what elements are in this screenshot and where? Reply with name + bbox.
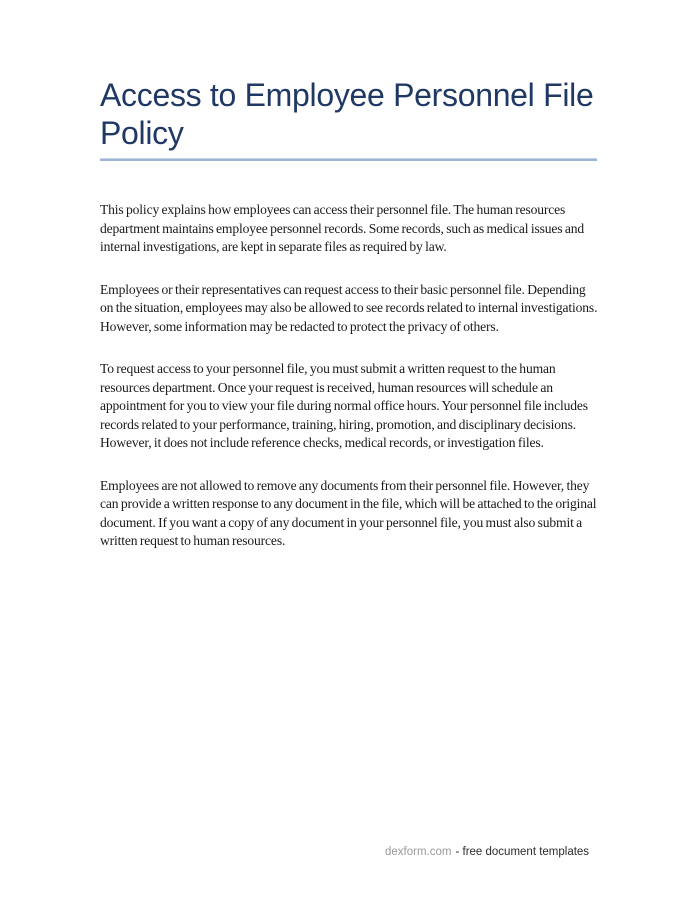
page-title: Access to Employee Personnel File Policy (100, 77, 594, 151)
footer-tagline: - free document templates (455, 846, 590, 858)
document-content (100, 0, 600, 551)
paragraph-request-access: Employees or their representatives can request access to their basic personnel file. Depending on the situation, employees may also be allowed to see records related to internal investigations. However, some information may be redacted to protect the privacy of others. (100, 281, 598, 334)
paragraph-document-removal: Employees are not allowed to remove any documents from their personnel file. However, they can provide a written response to any document in the file, which will be attached to the original document. If you want a copy of any document in your personnel file, you must also submit a written request to human resources. (100, 477, 597, 548)
title-rule (100, 158, 597, 161)
page-footer (385, 845, 589, 859)
paragraph-request-procedure: To request access to your personnel file, you must submit a written request to the human resources department. Once your request is received, human resources will schedule an appointment for you to view your file during normal office hours. Your personnel file includes records related to your performance, training, hiring, promotion, and disciplinary decisions. However, it does not include reference checks, medical records, or investigation files. (100, 361, 588, 450)
footer-site-link[interactable]: dexform.com (385, 846, 452, 858)
paragraph-policy-overview: This policy explains how employees can access their personnel file. The human resources department maintains employee personnel records. Some records, such as medical issues and internal investigations, are kept in separate files as required by law. (100, 202, 585, 254)
